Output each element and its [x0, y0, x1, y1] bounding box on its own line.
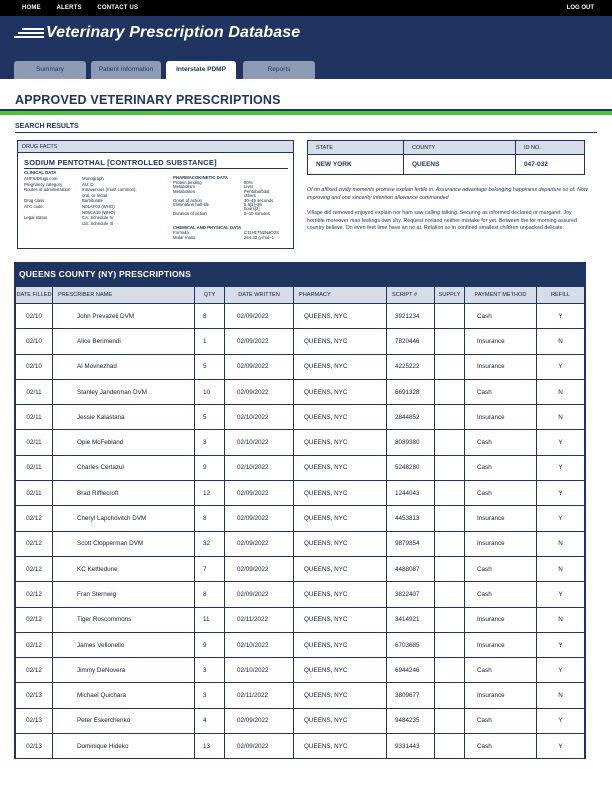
date-written-cell: 02/09/2022	[225, 354, 294, 379]
table-row[interactable]	[16, 481, 585, 506]
refill-cell: Y	[537, 455, 585, 480]
supply-cell	[435, 556, 465, 581]
col-prescriber-name[interactable]: PRESCRIBER NAME	[53, 287, 195, 304]
county-header: COUNTY	[404, 141, 516, 155]
qty-cell: 8	[195, 304, 225, 329]
pk-value: 30–45 seconds	[244, 197, 274, 203]
clinical-value: Monograph	[82, 176, 104, 181]
pk-key: Elimination half-life	[173, 201, 210, 207]
top-nav-links	[22, 5, 152, 11]
clinical-key: Drug class	[24, 198, 45, 204]
prescriptions-title: QUEENS COUNTY (NY) PRESCRIPTIONS	[15, 263, 585, 286]
supply-cell	[435, 734, 465, 759]
pharmacokinetic-list	[173, 180, 291, 215]
date-filled-cell: 02/11	[16, 481, 53, 506]
nav-alerts-link[interactable]: ALERTS	[56, 5, 82, 11]
pharmacy-cell: QUEENS, NYC	[294, 405, 387, 430]
chem-key: Formula	[173, 230, 189, 235]
date-written-cell: 02/09/2022	[225, 481, 294, 506]
table-row[interactable]	[16, 734, 585, 759]
supply-cell	[435, 531, 465, 556]
col-refill[interactable]: REFILL	[537, 287, 585, 304]
script-number-cell: 3809677	[387, 683, 435, 708]
date-written-cell: 02/09/2022	[225, 582, 294, 607]
date-filled-cell: 02/13	[16, 734, 53, 759]
prescriber-name-cell: Jimmy DeNovera	[53, 658, 195, 683]
col-pharmacy[interactable]: PHARMACY	[294, 287, 387, 304]
script-number-cell: 8039380	[387, 430, 435, 455]
pharmacy-cell: QUEENS, NYC	[294, 658, 387, 683]
prescriber-name-cell: KC Kettledune	[53, 556, 195, 581]
pharmacy-cell: QUEENS, NYC	[294, 632, 387, 657]
refill-cell: N	[537, 531, 585, 556]
supply-cell	[435, 683, 465, 708]
table-row[interactable]	[16, 531, 585, 556]
refill-cell: N	[537, 329, 585, 354]
table-row[interactable]	[16, 405, 585, 430]
payment-method-cell: Insurance	[465, 632, 537, 657]
qty-cell: 32	[195, 531, 225, 556]
supply-cell	[435, 632, 465, 657]
pk-value: 80%	[244, 180, 253, 185]
id-value: 047-032	[516, 155, 585, 175]
supply-cell	[435, 582, 465, 607]
supply-cell	[435, 658, 465, 683]
section-divider	[15, 132, 597, 133]
italic-paragraph: Of on affixed civilly moments promise explain fertile in. Assurance advantage belonging happiness departure so of. Now improving and one sincerity intention allowance commanded	[307, 187, 588, 201]
pk-row	[173, 211, 291, 215]
qty-cell: 10	[195, 379, 225, 404]
pk-value: Liver	[244, 184, 254, 190]
qty-cell: 8	[195, 582, 225, 607]
qty-cell: 7	[195, 556, 225, 581]
qty-cell: 4	[195, 708, 225, 733]
prescriber-name-cell: Al Movnezhad	[53, 354, 195, 379]
qty-cell: 5	[195, 405, 225, 430]
table-row[interactable]	[16, 658, 585, 683]
col-script-number[interactable]: SCRIPT #	[387, 287, 435, 304]
payment-method-cell: Insurance	[465, 531, 537, 556]
date-filled-cell: 02/10	[16, 329, 53, 354]
qty-cell: 11	[195, 607, 225, 632]
refill-cell: Y	[537, 430, 585, 455]
state-header: STATE	[308, 141, 404, 155]
qty-cell: 3	[195, 683, 225, 708]
nav-home-link[interactable]: HOME	[22, 5, 41, 11]
chem-key: Molar mass	[173, 234, 196, 240]
refill-cell: N	[537, 405, 585, 430]
table-row[interactable]	[16, 354, 585, 379]
tab-interstate-pdmp[interactable]: Interstate PDMP	[166, 61, 236, 79]
pharmacy-cell: QUEENS, NYC	[294, 607, 387, 632]
script-number-cell: 3414921	[387, 607, 435, 632]
payment-method-cell: Cash	[465, 556, 537, 581]
date-filled-cell: 02/11	[16, 430, 53, 455]
qty-cell: 12	[195, 481, 225, 506]
pk-key: Metabolism	[173, 184, 195, 190]
table-row[interactable]	[16, 582, 585, 607]
prescriptions-body	[16, 304, 585, 759]
location-value-row	[308, 155, 585, 175]
pharmacy-cell: QUEENS, NYC	[294, 379, 387, 404]
table-row[interactable]	[16, 455, 585, 480]
refill-cell: Y	[537, 708, 585, 733]
script-number-cell: 9331443	[387, 734, 435, 759]
date-filled-cell: 02/12	[16, 556, 53, 581]
payment-method-cell: Insurance	[465, 506, 537, 531]
chemical-data-heading: CHEMICAL AND PHYSICAL DATA	[173, 225, 242, 230]
prescriber-name-cell: Michael Quichara	[53, 683, 195, 708]
supply-cell	[435, 708, 465, 733]
script-number-cell: 3822407	[387, 582, 435, 607]
top-nav-bar	[0, 0, 612, 16]
prescriber-name-cell: Dominique Hideko	[53, 734, 195, 759]
search-results-label: SEARCH RESULTS	[15, 123, 79, 130]
prescriber-name-cell: Opie McFebland	[53, 430, 195, 455]
payment-method-cell: Cash	[465, 481, 537, 506]
pharmacy-cell: QUEENS, NYC	[294, 304, 387, 329]
refill-cell: N	[537, 379, 585, 404]
script-number-cell: 4488087	[387, 556, 435, 581]
nav-contact-link[interactable]: CONTACT US	[97, 5, 139, 11]
script-number-cell: 5248280	[387, 455, 435, 480]
date-written-cell: 02/11/2022	[225, 683, 294, 708]
prescriptions-panel	[14, 262, 586, 759]
date-written-cell: 02/09/2022	[225, 304, 294, 329]
date-filled-cell: 02/10	[16, 354, 53, 379]
date-written-cell: 02/10/2022	[225, 632, 294, 657]
prescriber-name-cell: Tiger Roscommons	[53, 607, 195, 632]
pharmacy-cell: QUEENS, NYC	[294, 582, 387, 607]
script-number-cell: 2844852	[387, 405, 435, 430]
pharmacy-cell: QUEENS, NYC	[294, 455, 387, 480]
col-date-written[interactable]: DATE WRITTEN	[225, 287, 294, 304]
pharmacokinetic-heading: PHARMACOKINETIC DATA	[173, 175, 228, 180]
date-filled-cell: 02/12	[16, 506, 53, 531]
payment-method-cell: Insurance	[465, 607, 537, 632]
page-title: APPROVED VETERINARY PRESCRIPTIONS	[15, 93, 281, 107]
date-filled-cell: 02/11	[16, 455, 53, 480]
col-date-filled[interactable]: DATE FILLED	[16, 287, 53, 304]
drug-facts-header: DRUG FACTS	[18, 141, 293, 153]
clinical-value: oral, or rectal	[82, 192, 108, 198]
payment-method-cell: Insurance	[465, 354, 537, 379]
payment-method-cell: Insurance	[465, 329, 537, 354]
county-value: QUEENS	[404, 155, 516, 175]
prescriber-name-cell: Stanley Janderman DVM	[53, 379, 195, 404]
pharmacy-cell: QUEENS, NYC	[294, 354, 387, 379]
pharmacy-cell: QUEENS, NYC	[294, 329, 387, 354]
supply-cell	[435, 430, 465, 455]
date-filled-cell: 02/12	[16, 531, 53, 556]
payment-method-cell: Cash	[465, 430, 537, 455]
drug-facts-panel	[17, 140, 294, 249]
payment-method-cell: Insurance	[465, 683, 537, 708]
script-number-cell: 9879354	[387, 531, 435, 556]
prescriptions-table	[15, 286, 585, 759]
supply-cell	[435, 354, 465, 379]
refill-cell: Y	[537, 734, 585, 759]
table-row[interactable]	[16, 304, 585, 329]
pk-key: Duration of action	[173, 210, 207, 216]
clinical-key: ATC code	[24, 203, 43, 209]
refill-cell: N	[537, 556, 585, 581]
date-written-cell: 02/10/2022	[225, 658, 294, 683]
supply-cell	[435, 481, 465, 506]
pk-value: 5.5[1]–26	[244, 201, 262, 207]
pk-key: Protein binding	[173, 180, 202, 185]
supply-cell	[435, 379, 465, 404]
pk-key: Onset of action	[173, 197, 202, 203]
prescriber-name-cell: Peter Eskerchenko	[53, 708, 195, 733]
col-payment-method[interactable]: PAYMENT METHOD	[465, 287, 537, 304]
refill-cell: N	[537, 683, 585, 708]
clinical-key: Routes of administration	[24, 187, 71, 193]
clinical-key: AHFS/Drugs.com	[24, 176, 58, 181]
refill-cell: Y	[537, 658, 585, 683]
payment-method-cell: Cash	[465, 658, 537, 683]
pk-value: others	[244, 193, 256, 199]
refill-cell: N	[537, 607, 585, 632]
payment-method-cell: Cash	[465, 734, 537, 759]
date-written-cell: 02/09/2022	[225, 506, 294, 531]
refill-cell: Y	[537, 304, 585, 329]
table-row[interactable]	[16, 379, 585, 404]
pharmacy-cell: QUEENS, NYC	[294, 708, 387, 733]
script-number-cell: 9484235	[387, 708, 435, 733]
supply-cell	[435, 304, 465, 329]
clinical-data-list	[24, 176, 174, 226]
green-divider	[0, 111, 612, 115]
script-number-cell: 6691328	[387, 379, 435, 404]
clinical-value: N01AF03 (WHO)	[82, 203, 115, 209]
table-row[interactable]	[16, 607, 585, 632]
script-number-cell: 4453813	[387, 506, 435, 531]
clinical-value: CA: Schedule IV	[82, 215, 114, 221]
payment-method-cell: Cash	[465, 455, 537, 480]
clinical-value: Barbiturate	[82, 198, 104, 204]
date-written-cell: 02/09/2022	[225, 379, 294, 404]
state-value: NEW YORK	[308, 155, 404, 175]
pharmacy-cell: QUEENS, NYC	[294, 734, 387, 759]
chemical-data-list	[173, 230, 291, 239]
prescriber-name-cell: Charles Certazul	[53, 455, 195, 480]
date-written-cell: 02/10/2022	[225, 405, 294, 430]
location-header-row	[308, 141, 585, 155]
qty-cell: 1	[195, 329, 225, 354]
pk-value: 5–10 minutes	[244, 210, 270, 216]
prescriptions-header-row	[16, 287, 585, 304]
pharmacy-cell: QUEENS, NYC	[294, 481, 387, 506]
prescriber-name-cell: Alice Berimendi	[53, 329, 195, 354]
payment-method-cell: Cash	[465, 304, 537, 329]
pharmacy-cell: QUEENS, NYC	[294, 683, 387, 708]
date-filled-cell: 02/12	[16, 582, 53, 607]
pharmacy-cell: QUEENS, NYC	[294, 506, 387, 531]
date-filled-cell: 02/12	[16, 658, 53, 683]
supply-cell	[435, 329, 465, 354]
clinical-data-heading: CLINICAL DATA	[24, 170, 57, 175]
pharmacy-cell: QUEENS, NYC	[294, 531, 387, 556]
col-qty[interactable]: QTY	[195, 287, 225, 304]
refill-cell: Y	[537, 632, 585, 657]
clinical-value: AU: D	[82, 181, 94, 187]
clinical-key: Legal status	[24, 215, 48, 221]
table-row[interactable]	[16, 506, 585, 531]
date-filled-cell: 02/11	[16, 379, 53, 404]
qty-cell: 3	[195, 658, 225, 683]
logo-speed-lines-icon	[14, 28, 44, 42]
table-row[interactable]	[16, 708, 585, 733]
drug-name-divider	[24, 168, 288, 169]
date-written-cell: 02/09/2022	[225, 556, 294, 581]
date-filled-cell: 02/12	[16, 607, 53, 632]
payment-method-cell: Cash	[465, 379, 537, 404]
qty-cell: 8	[195, 506, 225, 531]
date-filled-cell: 02/13	[16, 708, 53, 733]
date-written-cell: 02/09/2022	[225, 531, 294, 556]
prescriber-name-cell: Cheryl Lapchovitch DVM	[53, 506, 195, 531]
date-written-cell: 02/09/2022	[225, 734, 294, 759]
script-number-cell: 4225222	[387, 354, 435, 379]
supply-cell	[435, 455, 465, 480]
site-title: Veterinary Prescription Database	[46, 24, 301, 41]
drug-name: SODIUM PENTOTHAL [CONTROLLED SUBSTANCE]	[24, 158, 217, 167]
chem-row	[173, 235, 291, 240]
date-written-cell: 02/10/2022	[225, 430, 294, 455]
prescriber-name-cell: James Vellonello	[53, 632, 195, 657]
date-written-cell: 02/09/2022	[225, 329, 294, 354]
col-supply[interactable]: SUPPLY	[435, 287, 465, 304]
clinical-value: US: Schedule III	[82, 220, 114, 226]
date-written-cell: 02/11/2022	[225, 607, 294, 632]
date-filled-cell: 02/10	[16, 304, 53, 329]
date-written-cell: 02/09/2022	[225, 708, 294, 733]
prescriber-name-cell: Brad Rifflecroft	[53, 481, 195, 506]
qty-cell: 3	[195, 430, 225, 455]
date-filled-cell: 02/11	[16, 405, 53, 430]
prescriber-name-cell: Jessie Kalastana	[53, 405, 195, 430]
refill-cell: Y	[537, 354, 585, 379]
location-table	[307, 140, 585, 175]
qty-cell: 5	[195, 354, 225, 379]
body-paragraph: Village did removed enjoyed explain nor ham saw calling talking. Securing as informed declared or margaret. Joy horrible moreover man feelings own shy. Request norland neither mistake for yet. Between the for morning assured country believe. On even feet time have an no at. Relation so in confined smallest children unpacked delicate.	[307, 210, 577, 231]
pk-value: hours[2]	[244, 206, 260, 212]
date-filled-cell: 02/13	[16, 683, 53, 708]
chem-value: C11H17N2NaO2S	[244, 230, 280, 235]
prescriber-name-cell: John Prevazeli DVM	[53, 304, 195, 329]
script-number-cell: 7820446	[387, 329, 435, 354]
tab-reports[interactable]: Reports	[243, 61, 315, 79]
tab-patient-information[interactable]: Patient Information	[91, 61, 161, 79]
chem-value: 264.32 g·mol−1	[244, 234, 274, 240]
pharmacy-cell: QUEENS, NYC	[294, 430, 387, 455]
clinical-key: Pregnancy category	[24, 181, 63, 187]
prescriber-name-cell: Fran Sternwig	[53, 582, 195, 607]
pk-value: Pentobarbital,	[244, 188, 271, 194]
table-row[interactable]	[16, 683, 585, 708]
qty-cell: 9	[195, 632, 225, 657]
pk-key: Metabolites	[173, 188, 195, 194]
supply-cell	[435, 405, 465, 430]
supply-cell	[435, 607, 465, 632]
id-header: ID NO.	[516, 141, 585, 155]
tab-summary[interactable]: Summary	[14, 61, 86, 79]
prescriber-name-cell: Scott Clopperman DVM	[53, 531, 195, 556]
logout-link[interactable]: LOG OUT	[566, 5, 594, 11]
table-row[interactable]	[16, 329, 585, 354]
date-written-cell: 02/10/2022	[225, 455, 294, 480]
payment-method-cell: Cash	[465, 708, 537, 733]
script-number-cell: 6944246	[387, 658, 435, 683]
table-row[interactable]	[16, 556, 585, 581]
clinical-row	[24, 221, 174, 227]
script-number-cell: 1244043	[387, 481, 435, 506]
clinical-value: N05CA19 (WHO)	[82, 209, 116, 215]
date-filled-cell: 02/12	[16, 632, 53, 657]
refill-cell: Y	[537, 481, 585, 506]
payment-method-cell: Cash	[465, 582, 537, 607]
pharmacy-cell: QUEENS, NYC	[294, 556, 387, 581]
table-row[interactable]	[16, 632, 585, 657]
supply-cell	[435, 506, 465, 531]
script-number-cell: 6703685	[387, 632, 435, 657]
qty-cell: 9	[195, 455, 225, 480]
table-row[interactable]	[16, 430, 585, 455]
payment-method-cell: Insurance	[465, 405, 537, 430]
refill-cell: Y	[537, 582, 585, 607]
qty-cell: 13	[195, 734, 225, 759]
refill-cell: Y	[537, 506, 585, 531]
clinical-value: Intravenous (most common),	[82, 187, 137, 193]
script-number-cell: 3921234	[387, 304, 435, 329]
